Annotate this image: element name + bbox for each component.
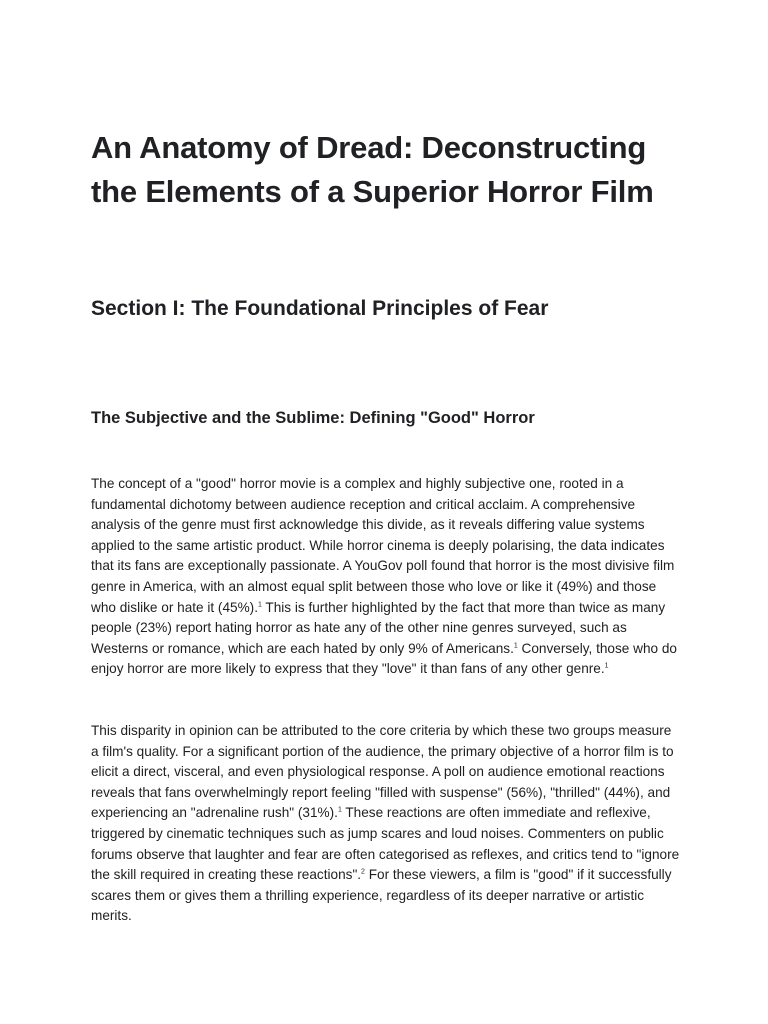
footnote-ref[interactable]: 1 bbox=[337, 806, 342, 814]
paragraph-text: Conversely, those who do enjoy horror are more likely to express that they "love" it than fans of any other genre. bbox=[91, 640, 677, 677]
footnote-ref[interactable]: 1 bbox=[513, 642, 518, 650]
document-title: An Anatomy of Dread: Deconstructing the Elements of a Superior Horror Film bbox=[91, 130, 654, 209]
footnote-ref[interactable]: 1 bbox=[604, 662, 609, 670]
paragraph-text: These reactions are often immediate and reflexive, triggered by cinematic techniques such as jump scares and loud noises. Commenters on public forums observe that laughter and fear are often categorised as reflexes, and critics tend to "ignore the skill required in creating these reactions". bbox=[91, 805, 680, 883]
paragraph-text: For these viewers, a film is "good" if it successfully scares them or gives them a thrilling experience, regardless of its deeper narrative or artistic merits. bbox=[91, 867, 672, 924]
paragraph-text: This is further highlighted by the fact that more than twice as many people (23%) report hating horror as hate any of the other nine genres surveyed, such as Westerns or romance, which are each hated by only 9% of Americans. bbox=[91, 599, 666, 656]
section-heading: Section I: The Foundational Principles of Fear bbox=[91, 297, 549, 320]
paragraph-text: The concept of a "good" horror movie is a complex and highly subjective one, rooted in a fundamental dichotomy between audience reception and critical acclaim. A comprehensive analysis of the genre must first acknowledge this divide, as it reveals differing value systems applied to the same artistic product. While horror cinema is deeply polarising, the data indicates that its fans are exceptionally passionate. A YouGov poll found that horror is the most divisive film genre in America, with an almost equal split between those who love or like it (49%) and those who dislike or hate it (45%). bbox=[91, 476, 675, 615]
paragraph-text: This disparity in opinion can be attributed to the core criteria by which these two groups measure a film's quality. For a significant portion of the audience, the primary objective of a horror film is to elicit a direct, visceral, and even physiological response. A poll on audience emotional reactions reveals that fans overwhelmingly report feeling "filled with suspense" (56%), "thrilled" (44%), and experiencing an "adrenaline rush" (31%). bbox=[91, 723, 674, 821]
body-paragraph bbox=[91, 474, 681, 680]
subsection-heading: The Subjective and the Sublime: Defining "Good" Horror bbox=[91, 409, 535, 427]
footnote-ref[interactable]: 1 bbox=[257, 601, 262, 609]
body-paragraph bbox=[91, 721, 681, 927]
footnote-ref[interactable]: 2 bbox=[361, 868, 365, 876]
